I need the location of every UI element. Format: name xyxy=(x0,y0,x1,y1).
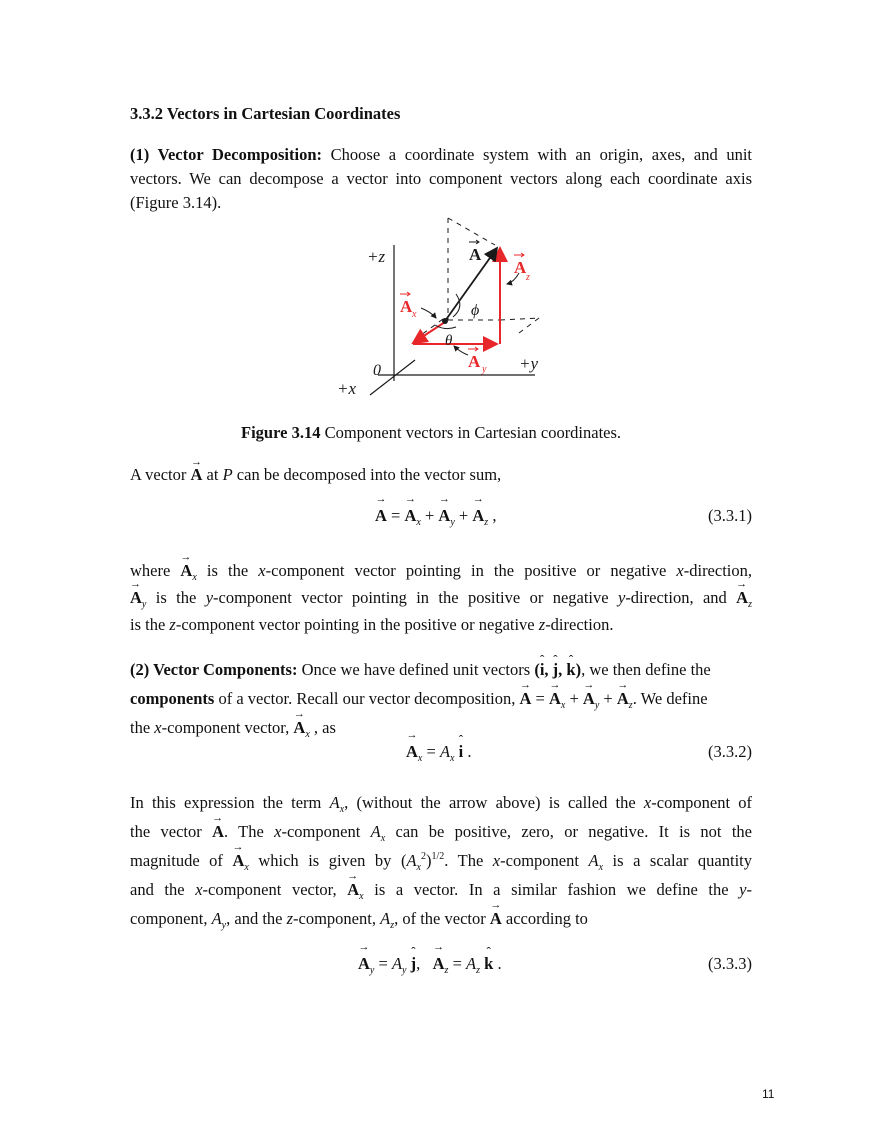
vector-a-label: A xyxy=(469,245,482,264)
decomposition-label: (1) Vector Decomposition: xyxy=(130,145,323,164)
axis-y-label: +y xyxy=(519,354,539,373)
equation-number: (3.3.3) xyxy=(708,954,752,973)
where-paragraph: where → $A_x$ is the x-component vector pointing in the positive or negative x-direction, → $A_y$ is the y-component vector pointing in the positive or negative y-direction, and → $A_z$ is the z-component vector pointing in the positive or negative z-direction. xyxy=(130,557,752,638)
components-label: (2) Vector Components: xyxy=(130,660,298,679)
components-paragraph: (2) Vector Components: Once we have defined unit vectors (ˆ i, ˆ j, ˆ k), we then define the components of a vector. Recall our vector decomposition, → A = → $A_x$ + → $A_y$ + → $A_z$. We define the x-component vector, → $A_x$ , as xyxy=(130,655,752,742)
point-p xyxy=(442,318,448,324)
vector-az-label: A xyxy=(514,258,527,277)
ax-leader-arrow xyxy=(421,308,436,318)
decomposition-paragraph: (1) Vector Decomposition: Choose a coordinate system with an origin, axes, and unit vectors. We can decompose a vector into component vectors along each coordinate axis (Figure 3.14). xyxy=(130,145,753,212)
equation-3-3-3: → $A_y = A_y$ ˆ j, → $A_z = A_z$ ˆ k . (3.3.3) xyxy=(130,954,752,980)
figure-caption: Figure 3.14 Component vectors in Cartesian coordinates. xyxy=(241,423,622,442)
equation-number: (3.3.1) xyxy=(708,506,752,525)
expression-paragraph: In this expression the term $A_x$, (without the arrow above) is called the x-component of the vector → A. The x-component $A_x$ can be positive, zero, or negative. It is not the magnitude of → $A_x$ which is given by $(A_x^2)^{1/2}$. The x-component $A_x$ is a scalar quantity and the x-component vector, → $A_x$ is a vector. In a similar fashion we define the y- component, $A_y$, and the z-component, $A_z$, of the vector → A according to xyxy=(130,788,752,933)
axis-x-label: +x xyxy=(337,379,357,398)
vector-ay-subscript: y xyxy=(482,364,487,375)
origin-label: 0 xyxy=(373,362,381,379)
vector-ax-arrow xyxy=(413,322,445,343)
equation-3-3-1: → A = → $A_x$ + → $A_y$ + → $A_z$ , (3.3.1) xyxy=(130,506,752,532)
axis-z-label: +z xyxy=(367,247,386,266)
figure-3-14 xyxy=(325,215,560,410)
vector-ax-subscript: x xyxy=(412,309,417,320)
equation-number: (3.3.2) xyxy=(708,742,752,761)
intro-sentence: A vector → A at P can be decomposed into the vector sum, xyxy=(130,463,501,487)
vector-az-subscript: z xyxy=(526,272,530,283)
vector-ay-label: A xyxy=(468,352,481,371)
equation-3-3-2: → $A_x = A_x$ ˆ i . (3.3.2) xyxy=(130,742,752,768)
ay-leader-arrow xyxy=(454,346,468,355)
theta-label: θ xyxy=(445,333,453,349)
page-number: 11 xyxy=(762,1087,775,1101)
vector-ax-label: A xyxy=(400,297,413,316)
section-heading: 3.3.2 Vectors in Cartesian Coordinates xyxy=(130,104,401,123)
phi-label: ϕ xyxy=(471,302,480,319)
construction-lines xyxy=(413,218,539,341)
